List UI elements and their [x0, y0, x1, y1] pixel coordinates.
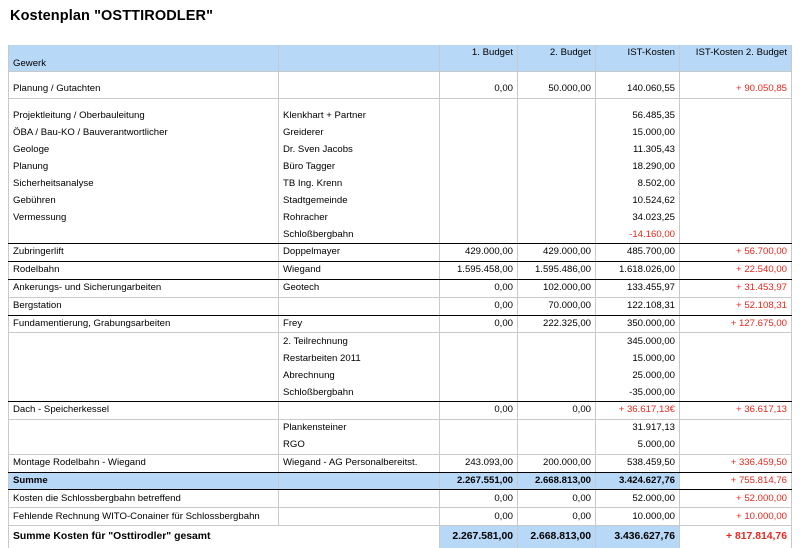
cell-firma: Frey [279, 315, 440, 333]
cell-budget1: 2.267.551,00 [440, 472, 518, 490]
cell-gewerk: Fehlende Rechnung WITO-Conainer für Schlossbergbahn [9, 508, 279, 526]
table-row [9, 315, 792, 333]
header-gewerk: Gewerk [9, 45, 279, 72]
header-row [9, 45, 792, 72]
cell-firma: Wiegand [279, 261, 440, 279]
cell-budget2: 0,00 [518, 508, 596, 526]
cell-budget1: 0,00 [440, 508, 518, 526]
grand-label: Summe Kosten für "Osttirodler" gesamt [9, 526, 440, 548]
table-row [9, 350, 792, 367]
cell-budget2 [518, 384, 596, 401]
table-row [9, 367, 792, 384]
cell-diff: + 52.108,31 [680, 297, 792, 315]
header-ist2: IST-Kosten 2. Budget [680, 45, 792, 72]
cell-firma: Greiderer [279, 125, 440, 142]
cell-ist: 11.305,43 [596, 142, 680, 159]
cell-gewerk [9, 350, 279, 367]
blank-cell [518, 98, 596, 108]
cell-gewerk: ÖBA / Bau-KO / Bauverantwortlicher [9, 125, 279, 142]
sheet-title: Kostenplan "OSTTIRODLER" [10, 8, 214, 24]
cell-budget2 [518, 226, 596, 243]
cell-ist: 3.436.627,76 [596, 526, 680, 548]
cell-ist: 485.700,00 [596, 244, 680, 262]
cell-diff [680, 142, 792, 159]
cell-budget2 [518, 142, 596, 159]
cell-budget2 [518, 108, 596, 125]
cell-budget1 [440, 384, 518, 401]
cell-ist: 133.455,97 [596, 279, 680, 297]
cell-gewerk: Montage Rodelbahn - Wiegand [9, 454, 279, 472]
table-row [9, 261, 792, 279]
blank-cell [440, 72, 518, 82]
cell-ist: 1.618.026,00 [596, 261, 680, 279]
cell-ist: -35.000,00 [596, 384, 680, 401]
cell-budget2 [518, 125, 596, 142]
cell-gewerk [9, 367, 279, 384]
header-ist: IST-Kosten [596, 45, 680, 72]
cell-budget2 [518, 350, 596, 367]
blank-cell [9, 72, 279, 82]
cell-ist: 140.060,55 [596, 81, 680, 98]
table-row [9, 81, 792, 98]
header-budget2: 2. Budget [518, 45, 596, 72]
blank-cell [596, 98, 680, 108]
cell-budget2 [518, 333, 596, 350]
cell-ist: 350.000,00 [596, 315, 680, 333]
cell-ist: 15.000,00 [596, 125, 680, 142]
cell-gewerk: Summe [9, 472, 279, 490]
cell-budget2: 429.000,00 [518, 244, 596, 262]
cell-budget1 [440, 125, 518, 142]
blank-cell [596, 72, 680, 82]
cell-diff: + 127.675,00 [680, 315, 792, 333]
cell-firma: Stadtgemeinde [279, 192, 440, 209]
cell-firma [279, 508, 440, 526]
cell-diff [680, 437, 792, 454]
cell-budget1 [440, 108, 518, 125]
cell-ist: 122.108,31 [596, 297, 680, 315]
cell-budget2 [518, 209, 596, 226]
cell-budget1 [440, 350, 518, 367]
cell-diff: + 336.459,50 [680, 454, 792, 472]
cell-budget1 [440, 192, 518, 209]
cell-ist: 538.459,50 [596, 454, 680, 472]
table-row [9, 142, 792, 159]
cell-budget2 [518, 437, 596, 454]
cell-ist: 10.000,00 [596, 508, 680, 526]
cell-gewerk: Ankerungs- und Sicherungarbeiten [9, 279, 279, 297]
cell-firma: Restarbeiten 2011 [279, 350, 440, 367]
cell-firma [279, 490, 440, 508]
cell-firma: 2. Teilrechnung [279, 333, 440, 350]
blank-row [9, 72, 792, 82]
cell-budget2: 222.325,00 [518, 315, 596, 333]
cell-budget2 [518, 159, 596, 176]
cell-budget1 [440, 419, 518, 436]
cell-ist: 3.424.627,76 [596, 472, 680, 490]
table-row [9, 454, 792, 472]
cell-gewerk: Dach - Speicherkessel [9, 402, 279, 420]
table-row [9, 384, 792, 401]
cell-gewerk [9, 226, 279, 243]
cell-gewerk: Geologe [9, 142, 279, 159]
cell-ist: 8.502,00 [596, 175, 680, 192]
cell-firma [279, 297, 440, 315]
cell-budget2 [518, 367, 596, 384]
blank-cell [680, 98, 792, 108]
cell-firma: Wiegand - AG Personalbereitst. [279, 454, 440, 472]
cell-gewerk: Vermessung [9, 209, 279, 226]
cell-gewerk: Zubringerlift [9, 244, 279, 262]
cell-diff: + 755.814,76 [680, 472, 792, 490]
cell-diff [680, 350, 792, 367]
cell-diff: + 36.617,13 [680, 402, 792, 420]
cell-ist: 345.000,00 [596, 333, 680, 350]
cell-diff: + 817.814,76 [680, 526, 792, 548]
cell-diff [680, 175, 792, 192]
cell-ist: -14.160,00 [596, 226, 680, 243]
header-budget1: 1. Budget [440, 45, 518, 72]
cell-gewerk [9, 419, 279, 436]
cell-diff [680, 125, 792, 142]
cell-budget1: 429.000,00 [440, 244, 518, 262]
cell-gewerk [9, 333, 279, 350]
table-row [9, 279, 792, 297]
cell-diff: + 52.000,00 [680, 490, 792, 508]
cell-budget2 [518, 419, 596, 436]
cell-gewerk: Fundamentierung, Grabungsarbeiten [9, 315, 279, 333]
cell-budget2: 2.668.813,00 [518, 526, 596, 548]
cell-firma [279, 81, 440, 98]
cell-ist: 52.000,00 [596, 490, 680, 508]
cell-budget1: 0,00 [440, 279, 518, 297]
cell-gewerk: Kosten die Schlossbergbahn betreffend [9, 490, 279, 508]
cell-firma: Plankensteiner [279, 419, 440, 436]
cell-budget1 [440, 209, 518, 226]
blank-cell [680, 72, 792, 82]
cell-diff [680, 226, 792, 243]
cell-budget1 [440, 159, 518, 176]
cell-budget2: 0,00 [518, 402, 596, 420]
cell-budget1: 0,00 [440, 402, 518, 420]
cell-budget1: 0,00 [440, 315, 518, 333]
cell-firma: TB Ing. Krenn [279, 175, 440, 192]
blank-cell [279, 98, 440, 108]
cell-budget1 [440, 226, 518, 243]
cell-budget1: 2.267.581,00 [440, 526, 518, 548]
table-row [9, 508, 792, 526]
cell-gewerk: Projektleitung / Oberbauleitung [9, 108, 279, 125]
cell-budget1 [440, 367, 518, 384]
cell-diff [680, 367, 792, 384]
blank-cell [518, 72, 596, 82]
cell-budget1: 1.595.458,00 [440, 261, 518, 279]
cell-budget1: 0,00 [440, 297, 518, 315]
cell-firma [279, 402, 440, 420]
cell-firma: Abrechnung [279, 367, 440, 384]
cell-gewerk: Bergstation [9, 297, 279, 315]
table-row [9, 402, 792, 420]
cell-ist: 5.000,00 [596, 437, 680, 454]
table-row [9, 108, 792, 125]
cell-budget2: 2.668.813,00 [518, 472, 596, 490]
cell-budget2: 70.000,00 [518, 297, 596, 315]
table-row [9, 437, 792, 454]
cell-ist: 10.524,62 [596, 192, 680, 209]
cell-diff [680, 419, 792, 436]
cell-gewerk: Sicherheitsanalyse [9, 175, 279, 192]
blank-row [9, 98, 792, 108]
cell-ist: 18.290,00 [596, 159, 680, 176]
table-row [9, 192, 792, 209]
table-row [9, 209, 792, 226]
cell-firma: Schloßbergbahn [279, 384, 440, 401]
blank-cell [9, 98, 279, 108]
cell-firma: Doppelmayer [279, 244, 440, 262]
cell-budget1: 243.093,00 [440, 454, 518, 472]
cell-gewerk: Rodelbahn [9, 261, 279, 279]
table-row [9, 333, 792, 350]
cell-ist: + 36.617,13€ [596, 402, 680, 420]
cell-diff [680, 384, 792, 401]
cell-firma [279, 472, 440, 490]
cell-ist: 31.917,13 [596, 419, 680, 436]
cell-firma: Rohracher [279, 209, 440, 226]
cell-gewerk: Gebühren [9, 192, 279, 209]
cell-budget2: 50.000,00 [518, 81, 596, 98]
cell-budget2: 0,00 [518, 490, 596, 508]
cell-budget1 [440, 437, 518, 454]
cell-diff [680, 333, 792, 350]
cell-budget2 [518, 192, 596, 209]
cell-ist: 15.000,00 [596, 350, 680, 367]
cell-budget2 [518, 175, 596, 192]
cost-plan-table [8, 45, 792, 548]
cell-firma: Geotech [279, 279, 440, 297]
cell-diff: + 10.000,00 [680, 508, 792, 526]
table-row [9, 159, 792, 176]
cell-diff [680, 192, 792, 209]
table-row [9, 297, 792, 315]
cell-firma: RGO [279, 437, 440, 454]
table-row [9, 175, 792, 192]
cell-gewerk [9, 384, 279, 401]
cell-gewerk: Planung / Gutachten [9, 81, 279, 98]
cell-budget2: 200.000,00 [518, 454, 596, 472]
cell-diff [680, 108, 792, 125]
table-row [9, 490, 792, 508]
cell-diff: + 56.700,00 [680, 244, 792, 262]
cell-firma: Dr. Sven Jacobs [279, 142, 440, 159]
grand-total-row [9, 526, 792, 548]
cell-diff: + 31.453,97 [680, 279, 792, 297]
table-row [9, 226, 792, 243]
cell-gewerk [9, 437, 279, 454]
header-firma [279, 45, 440, 72]
table-row [9, 419, 792, 436]
cell-firma: Schloßbergbahn [279, 226, 440, 243]
cell-firma: Büro Tagger [279, 159, 440, 176]
cell-ist: 25.000,00 [596, 367, 680, 384]
cell-budget1 [440, 175, 518, 192]
cell-budget2: 1.595.486,00 [518, 261, 596, 279]
cell-budget1 [440, 142, 518, 159]
blank-cell [279, 72, 440, 82]
cell-budget1: 0,00 [440, 81, 518, 98]
cell-budget2: 102.000,00 [518, 279, 596, 297]
cell-firma: Klenkhart + Partner [279, 108, 440, 125]
table-row [9, 125, 792, 142]
cell-ist: 56.485,35 [596, 108, 680, 125]
cell-ist: 34.023,25 [596, 209, 680, 226]
cell-gewerk: Planung [9, 159, 279, 176]
blank-cell [440, 98, 518, 108]
cell-diff [680, 159, 792, 176]
cell-diff [680, 209, 792, 226]
cell-diff: + 22.540,00 [680, 261, 792, 279]
cell-budget1 [440, 333, 518, 350]
sum-row [9, 472, 792, 490]
cell-diff: + 90.050,85 [680, 81, 792, 98]
cell-budget1: 0,00 [440, 490, 518, 508]
table-row [9, 244, 792, 262]
